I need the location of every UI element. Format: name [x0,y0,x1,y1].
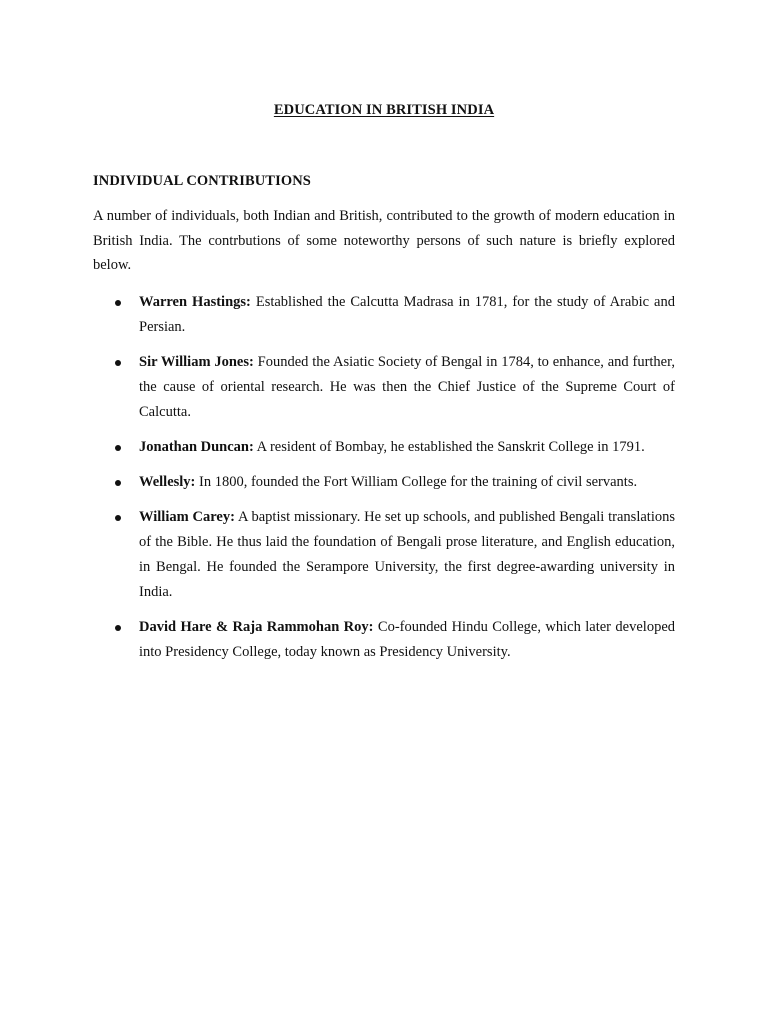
person-name: Warren Hastings: [139,294,251,310]
bullet-icon [115,445,121,451]
list-item [93,470,675,495]
contribution-text: Founded the Asiatic Society of Bengal in 1784, to enhance, and further, the cause of oriental research. He was then the Chief Justice of the Supreme Court of Calcutta. [139,354,675,420]
bullet-icon [115,625,121,631]
contribution-text: Established the Calcutta Madrasa in 1781, for the study of Arabic and Persian. [139,294,675,335]
bullet-icon [115,360,121,366]
bullet-icon [115,480,121,486]
contribution-text: In 1800, founded the Fort William College for the training of civil servants. [195,474,638,490]
bullet-icon [115,515,121,521]
bullet-icon [115,300,121,306]
intro-paragraph: A number of individuals, both Indian and British, contributed to the growth of modern education in British India. The contrbutions of some noteworthy persons of such nature is briefly explored below. [93,208,675,273]
contribution-text: Co-founded Hindu College, which later developed into Presidency College, today known as Presidency University. [139,619,676,660]
section-heading: INDIVIDUAL CONTRIBUTIONS [93,173,311,189]
person-name: Sir William Jones: [139,354,254,370]
list-item [93,290,675,340]
contribution-text: A baptist missionary. He set up schools, and published Bengali translations of the Bible. He thus laid the foundation of Bengali prose literature, and English education, in Bengal. He founded the Serampore University, the first degree-awarding university in India. [139,509,675,600]
person-name: Jonathan Duncan: [139,439,254,455]
list-item [93,435,675,460]
contribution-text: A resident of Bombay, he established the Sanskrit College in 1791. [253,439,645,455]
contributions-list [93,290,675,675]
list-item [93,350,675,425]
person-name: William Carey: [139,509,235,525]
person-name: David Hare & Raja Rammohan Roy: [139,619,374,635]
list-item [93,505,675,605]
person-name: Wellesly: [139,474,196,490]
document-title: EDUCATION IN BRITISH INDIA [273,102,495,118]
list-item [93,615,675,665]
